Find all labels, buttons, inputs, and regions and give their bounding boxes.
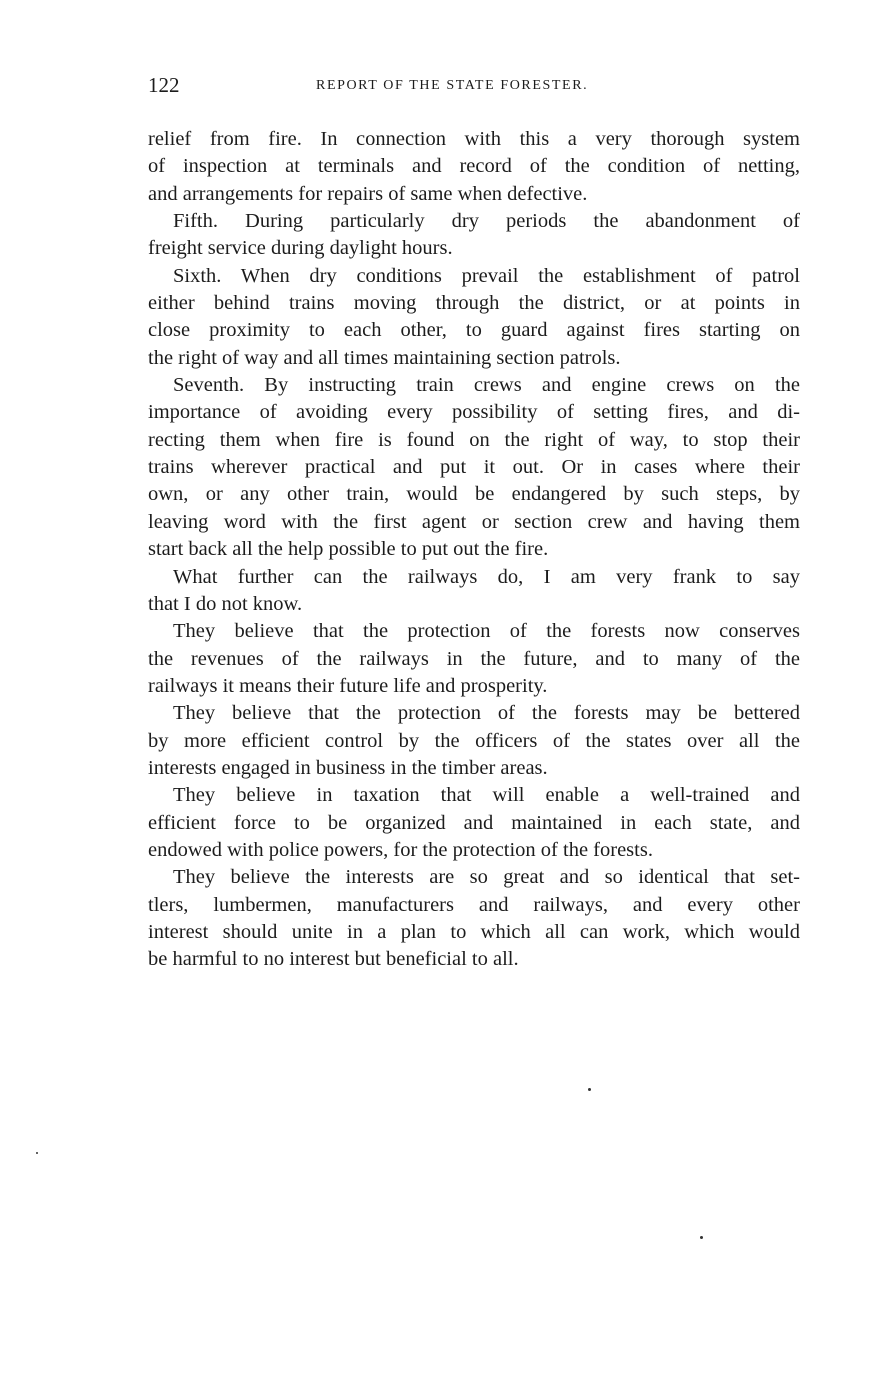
- text-line: either behind trains moving through the district, or at points in: [148, 292, 800, 315]
- text-line: and arrangements for repairs of same when defective.: [148, 182, 588, 205]
- text-line: importance of avoiding every possibility of setting fires, and di-: [148, 401, 800, 424]
- text-line: They believe in taxation that will enable a well-trained and: [173, 784, 800, 807]
- text-line: leaving word with the first agent or section crew and having them: [148, 510, 800, 533]
- text-line: Sixth. When dry conditions prevail the establishment of patrol: [173, 264, 800, 287]
- paper-speck: [588, 1088, 591, 1091]
- page-number: 122: [148, 73, 180, 97]
- text-line: by more efficient control by the officers of the states over all the: [148, 729, 800, 752]
- paper-speck: [700, 1236, 703, 1239]
- text-line: close proximity to each other, to guard against fires starting on: [148, 319, 800, 342]
- text-line: railways it means their future life and prosperity.: [148, 674, 548, 697]
- text-line: interests engaged in business in the timber areas.: [148, 756, 548, 779]
- text-line: of inspection at terminals and record of the condition of netting,: [148, 155, 800, 178]
- paper-speck: [36, 1152, 38, 1154]
- text-line: freight service during daylight hours.: [148, 237, 453, 260]
- header-title: REPORT OF THE STATE FORESTER.: [316, 78, 589, 93]
- text-line: the right of way and all times maintaining section patrols.: [148, 346, 621, 369]
- text-line: tlers, lumbermen, manufacturers and railways, and every other: [148, 893, 800, 916]
- text-line: They believe that the protection of the forests may be bettered: [173, 702, 800, 725]
- text-line: Fifth. During particularly dry periods the abandonment of: [173, 210, 800, 233]
- text-line: efficient force to be organized and maintained in each state, and: [148, 811, 800, 834]
- text-line: recting them when fire is found on the right of way, to stop their: [148, 428, 800, 451]
- text-line: interest should unite in a plan to which all can work, which would: [148, 920, 800, 943]
- text-line: relief from fire. In connection with this a very thorough system: [148, 128, 800, 150]
- text-line: trains wherever practical and put it out. Or in cases where their: [148, 456, 800, 479]
- body-text: [148, 126, 800, 974]
- text-line: that I do not know.: [148, 592, 303, 615]
- text-line: They believe that the protection of the forests now conserves: [173, 620, 800, 643]
- text-line: the revenues of the railways in the future, and to many of the: [148, 647, 800, 670]
- text-line: What further can the railways do, I am very frank to say: [173, 565, 800, 588]
- text-line: start back all the help possible to put out the fire.: [148, 538, 549, 561]
- text-line: be harmful to no interest but beneficial to all.: [148, 948, 519, 971]
- text-line: own, or any other train, would be endangered by such steps, by: [148, 483, 800, 506]
- text-line: endowed with police powers, for the protection of the forests.: [148, 838, 653, 861]
- text-line: Seventh. By instructing train crews and engine crews on the: [173, 374, 800, 397]
- running-head: [148, 70, 800, 100]
- text-line: They believe the interests are so great and so identical that set-: [173, 866, 800, 889]
